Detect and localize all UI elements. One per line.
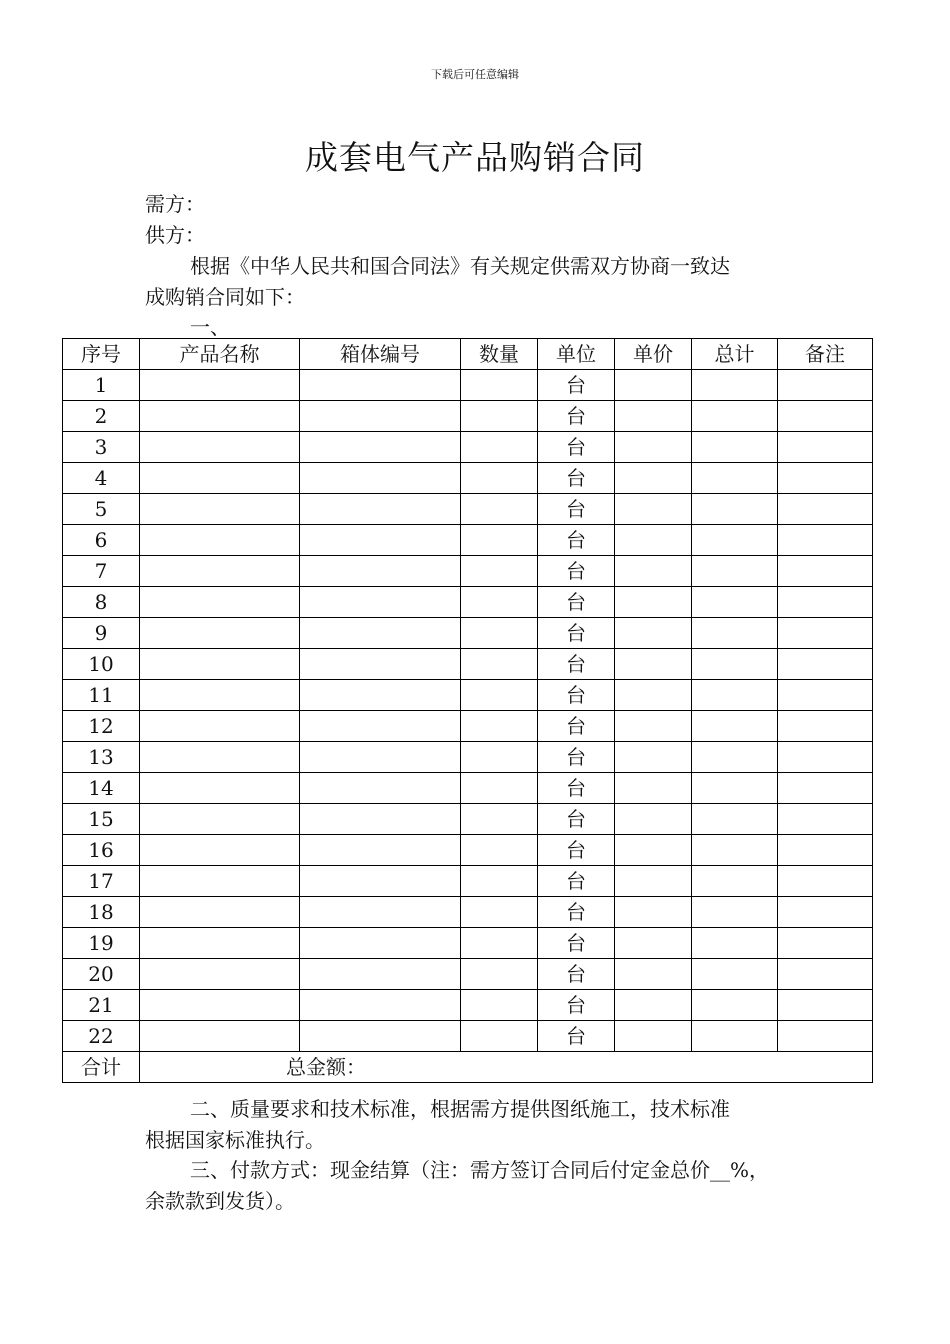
cell-name[interactable] xyxy=(140,1021,300,1052)
cell-total[interactable] xyxy=(692,680,778,711)
table-row xyxy=(63,773,873,804)
cell-qty[interactable] xyxy=(461,525,538,556)
table-row xyxy=(63,804,873,835)
cell-price[interactable] xyxy=(615,494,692,525)
cell-name[interactable] xyxy=(140,525,300,556)
cell-no: 21 xyxy=(63,990,140,1021)
cell-qty[interactable] xyxy=(461,990,538,1021)
header-remarks: 备注 xyxy=(778,339,873,370)
cell-remark[interactable] xyxy=(778,897,873,928)
section-3-line-1: 三、付款方式：现金结算（注：需方签订合同后付定金总价__%， xyxy=(190,1158,770,1182)
cell-no: 11 xyxy=(63,680,140,711)
cell-box[interactable] xyxy=(300,432,461,463)
cell-no: 12 xyxy=(63,711,140,742)
cell-qty[interactable] xyxy=(461,401,538,432)
cell-unit: 台 xyxy=(538,990,615,1021)
cell-qty[interactable] xyxy=(461,1021,538,1052)
cell-no: 19 xyxy=(63,928,140,959)
table-row xyxy=(63,370,873,401)
cell-qty[interactable] xyxy=(461,742,538,773)
cell-box[interactable] xyxy=(300,1021,461,1052)
cell-price[interactable] xyxy=(615,649,692,680)
cell-box[interactable] xyxy=(300,680,461,711)
cell-box[interactable] xyxy=(300,835,461,866)
cell-box[interactable] xyxy=(300,866,461,897)
cell-total[interactable] xyxy=(692,1021,778,1052)
cell-remark[interactable] xyxy=(778,370,873,401)
cell-name[interactable] xyxy=(140,432,300,463)
total-amount[interactable]: 总金额： xyxy=(140,1052,873,1083)
table-body xyxy=(63,370,873,1083)
cell-remark[interactable] xyxy=(778,773,873,804)
cell-no: 20 xyxy=(63,959,140,990)
cell-qty[interactable] xyxy=(461,556,538,587)
cell-price[interactable] xyxy=(615,928,692,959)
cell-qty[interactable] xyxy=(461,711,538,742)
cell-unit: 台 xyxy=(538,897,615,928)
table-row xyxy=(63,928,873,959)
cell-unit: 台 xyxy=(538,401,615,432)
cell-total[interactable] xyxy=(692,990,778,1021)
cell-price[interactable] xyxy=(615,711,692,742)
cell-no: 5 xyxy=(63,494,140,525)
cell-price[interactable] xyxy=(615,370,692,401)
table-row xyxy=(63,494,873,525)
table-row xyxy=(63,401,873,432)
cell-qty[interactable] xyxy=(461,773,538,804)
cell-box[interactable] xyxy=(300,959,461,990)
cell-price[interactable] xyxy=(615,835,692,866)
cell-price[interactable] xyxy=(615,804,692,835)
cell-box[interactable] xyxy=(300,494,461,525)
header-quantity: 数量 xyxy=(461,339,538,370)
table-row xyxy=(63,556,873,587)
cell-remark[interactable] xyxy=(778,742,873,773)
cell-name[interactable] xyxy=(140,587,300,618)
cell-remark[interactable] xyxy=(778,556,873,587)
cell-total[interactable] xyxy=(692,401,778,432)
cell-remark[interactable] xyxy=(778,959,873,990)
cell-box[interactable] xyxy=(300,742,461,773)
cell-box[interactable] xyxy=(300,711,461,742)
cell-price[interactable] xyxy=(615,897,692,928)
cell-name[interactable] xyxy=(140,835,300,866)
cell-price[interactable] xyxy=(615,680,692,711)
cell-remark[interactable] xyxy=(778,928,873,959)
cell-price[interactable] xyxy=(615,432,692,463)
cell-unit: 台 xyxy=(538,556,615,587)
cell-remark[interactable] xyxy=(778,711,873,742)
cell-box[interactable] xyxy=(300,587,461,618)
cell-name[interactable] xyxy=(140,463,300,494)
cell-total[interactable] xyxy=(692,835,778,866)
cell-name[interactable] xyxy=(140,618,300,649)
cell-total[interactable] xyxy=(692,649,778,680)
cell-total[interactable] xyxy=(692,897,778,928)
section-2-line-2: 根据国家标准执行。 xyxy=(145,1128,325,1152)
cell-box[interactable] xyxy=(300,525,461,556)
cell-remark[interactable] xyxy=(778,1021,873,1052)
table-row xyxy=(63,897,873,928)
cell-total[interactable] xyxy=(692,525,778,556)
cell-qty[interactable] xyxy=(461,866,538,897)
cell-name[interactable] xyxy=(140,742,300,773)
cell-unit: 台 xyxy=(538,587,615,618)
document-title: 成套电气产品购销合同 xyxy=(305,138,645,177)
cell-remark[interactable] xyxy=(778,587,873,618)
product-table xyxy=(62,338,873,1083)
cell-qty[interactable] xyxy=(461,463,538,494)
cell-box[interactable] xyxy=(300,370,461,401)
cell-remark[interactable] xyxy=(778,649,873,680)
cell-remark[interactable] xyxy=(778,463,873,494)
cell-name[interactable] xyxy=(140,866,300,897)
header-note: 下载后可任意编辑 xyxy=(431,68,519,81)
cell-price[interactable] xyxy=(615,990,692,1021)
cell-box[interactable] xyxy=(300,928,461,959)
cell-total[interactable] xyxy=(692,618,778,649)
cell-no: 22 xyxy=(63,1021,140,1052)
cell-remark[interactable] xyxy=(778,680,873,711)
cell-total[interactable] xyxy=(692,804,778,835)
cell-total[interactable] xyxy=(692,432,778,463)
cell-unit: 台 xyxy=(538,866,615,897)
cell-no: 1 xyxy=(63,370,140,401)
cell-no: 15 xyxy=(63,804,140,835)
cell-no: 3 xyxy=(63,432,140,463)
cell-unit: 台 xyxy=(538,804,615,835)
table-row xyxy=(63,959,873,990)
cell-unit: 台 xyxy=(538,711,615,742)
cell-box[interactable] xyxy=(300,401,461,432)
section-1-label: 一、 xyxy=(190,315,230,339)
cell-box[interactable] xyxy=(300,804,461,835)
cell-remark[interactable] xyxy=(778,990,873,1021)
cell-price[interactable] xyxy=(615,618,692,649)
cell-no: 8 xyxy=(63,587,140,618)
table-row xyxy=(63,680,873,711)
cell-qty[interactable] xyxy=(461,928,538,959)
buyer-label: 需方： xyxy=(145,192,205,216)
cell-box[interactable] xyxy=(300,773,461,804)
cell-remark[interactable] xyxy=(778,618,873,649)
header-box-number: 箱体编号 xyxy=(300,339,461,370)
cell-total[interactable] xyxy=(692,773,778,804)
cell-total[interactable] xyxy=(692,959,778,990)
table-row xyxy=(63,711,873,742)
cell-qty[interactable] xyxy=(461,835,538,866)
cell-no: 6 xyxy=(63,525,140,556)
cell-name[interactable] xyxy=(140,804,300,835)
cell-no: 9 xyxy=(63,618,140,649)
section-3-line-2: 余款款到发货）。 xyxy=(145,1189,295,1213)
table-row xyxy=(63,990,873,1021)
cell-unit: 台 xyxy=(538,773,615,804)
cell-qty[interactable] xyxy=(461,432,538,463)
cell-remark[interactable] xyxy=(778,525,873,556)
cell-price[interactable] xyxy=(615,525,692,556)
cell-unit: 台 xyxy=(538,928,615,959)
cell-price[interactable] xyxy=(615,556,692,587)
cell-unit: 台 xyxy=(538,463,615,494)
cell-price[interactable] xyxy=(615,463,692,494)
cell-total[interactable] xyxy=(692,866,778,897)
cell-name[interactable] xyxy=(140,370,300,401)
intro-line-2: 成购销合同如下： xyxy=(145,285,305,309)
header-unit-price: 单价 xyxy=(615,339,692,370)
cell-price[interactable] xyxy=(615,866,692,897)
cell-total[interactable] xyxy=(692,463,778,494)
cell-no: 16 xyxy=(63,835,140,866)
table-header-row xyxy=(63,339,873,370)
cell-no: 2 xyxy=(63,401,140,432)
table-row xyxy=(63,1021,873,1052)
cell-unit: 台 xyxy=(538,494,615,525)
cell-remark[interactable] xyxy=(778,804,873,835)
cell-no: 14 xyxy=(63,773,140,804)
cell-unit: 台 xyxy=(538,835,615,866)
header-unit: 单位 xyxy=(538,339,615,370)
intro-line-1: 根据《中华人民共和国合同法》有关规定供需双方协商一致达 xyxy=(190,254,730,278)
cell-total[interactable] xyxy=(692,742,778,773)
header-product-name: 产品名称 xyxy=(140,339,300,370)
cell-remark[interactable] xyxy=(778,432,873,463)
cell-name[interactable] xyxy=(140,649,300,680)
cell-box[interactable] xyxy=(300,990,461,1021)
total-row xyxy=(63,1052,873,1083)
cell-unit: 台 xyxy=(538,1021,615,1052)
cell-price[interactable] xyxy=(615,1021,692,1052)
cell-price[interactable] xyxy=(615,959,692,990)
cell-box[interactable] xyxy=(300,618,461,649)
cell-unit: 台 xyxy=(538,618,615,649)
cell-qty[interactable] xyxy=(461,959,538,990)
cell-total[interactable] xyxy=(692,928,778,959)
cell-box[interactable] xyxy=(300,556,461,587)
cell-name[interactable] xyxy=(140,494,300,525)
supplier-label: 供方： xyxy=(145,223,205,247)
cell-no: 18 xyxy=(63,897,140,928)
table-row xyxy=(63,525,873,556)
table-row xyxy=(63,649,873,680)
table-row xyxy=(63,463,873,494)
cell-name[interactable] xyxy=(140,928,300,959)
cell-qty[interactable] xyxy=(461,649,538,680)
cell-unit: 台 xyxy=(538,525,615,556)
cell-no: 13 xyxy=(63,742,140,773)
cell-unit: 台 xyxy=(538,649,615,680)
cell-remark[interactable] xyxy=(778,494,873,525)
cell-price[interactable] xyxy=(615,587,692,618)
cell-box[interactable] xyxy=(300,897,461,928)
cell-price[interactable] xyxy=(615,742,692,773)
cell-name[interactable] xyxy=(140,773,300,804)
table-row xyxy=(63,432,873,463)
cell-name[interactable] xyxy=(140,711,300,742)
cell-name[interactable] xyxy=(140,401,300,432)
table-row xyxy=(63,742,873,773)
cell-no: 10 xyxy=(63,649,140,680)
cell-remark[interactable] xyxy=(778,835,873,866)
cell-unit: 台 xyxy=(538,959,615,990)
total-label: 合计 xyxy=(63,1052,140,1083)
cell-total[interactable] xyxy=(692,587,778,618)
cell-qty[interactable] xyxy=(461,494,538,525)
cell-total[interactable] xyxy=(692,494,778,525)
cell-box[interactable] xyxy=(300,463,461,494)
cell-total[interactable] xyxy=(692,370,778,401)
cell-no: 4 xyxy=(63,463,140,494)
table-row xyxy=(63,618,873,649)
table-row xyxy=(63,866,873,897)
cell-qty[interactable] xyxy=(461,370,538,401)
cell-name[interactable] xyxy=(140,959,300,990)
cell-name[interactable] xyxy=(140,556,300,587)
cell-total[interactable] xyxy=(692,556,778,587)
cell-qty[interactable] xyxy=(461,680,538,711)
cell-qty[interactable] xyxy=(461,587,538,618)
table-row xyxy=(63,587,873,618)
header-no: 序号 xyxy=(63,339,140,370)
cell-remark[interactable] xyxy=(778,866,873,897)
cell-box[interactable] xyxy=(300,649,461,680)
cell-name[interactable] xyxy=(140,897,300,928)
table-row xyxy=(63,835,873,866)
cell-qty[interactable] xyxy=(461,804,538,835)
cell-remark[interactable] xyxy=(778,401,873,432)
cell-total[interactable] xyxy=(692,711,778,742)
cell-qty[interactable] xyxy=(461,618,538,649)
section-2-line-1: 二、质量要求和技术标准，根据需方提供图纸施工，技术标准 xyxy=(190,1097,730,1121)
cell-unit: 台 xyxy=(538,432,615,463)
cell-unit: 台 xyxy=(538,680,615,711)
cell-price[interactable] xyxy=(615,401,692,432)
cell-no: 17 xyxy=(63,866,140,897)
cell-unit: 台 xyxy=(538,370,615,401)
cell-name[interactable] xyxy=(140,990,300,1021)
cell-unit: 台 xyxy=(538,742,615,773)
cell-qty[interactable] xyxy=(461,897,538,928)
cell-no: 7 xyxy=(63,556,140,587)
cell-price[interactable] xyxy=(615,773,692,804)
cell-name[interactable] xyxy=(140,680,300,711)
header-total: 总计 xyxy=(692,339,778,370)
